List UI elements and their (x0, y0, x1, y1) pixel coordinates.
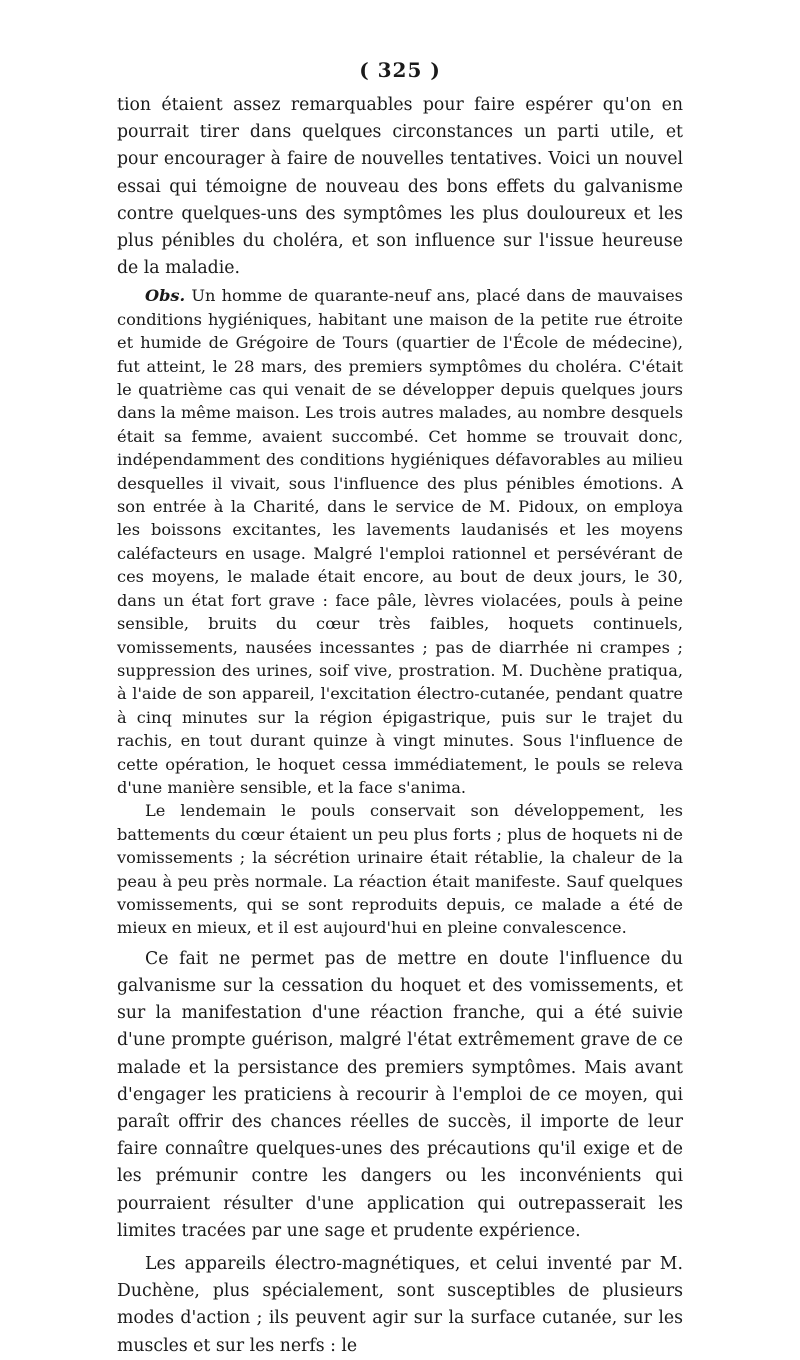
paragraph-conclusion: Ce fait ne permet pas de mettre en doute l'influence du galvanisme sur la cessation du hoquet et des vomissements, et sur la manifestation d'une réaction franche, qui a été suivie d'une prompte guérison, malgré l'état extrêmement grave de ce malade et la persistance des premiers symptômes. Mais avant d'engager les praticiens à recourir à l'emploi de ce moyen, qui paraît offrir des chances réelles de succès, il importe de leur faire connaître quelques-unes des précautions qu'il exige et de les prémunir contre les dangers ou les inconvénients qui pourraient résulter d'une application qui outrepasserait les limites tracées par une sage et prudente expérience. (117, 948, 683, 1241)
paragraph-apparatus: Les appareils électro-magnétiques, et celui inventé par M. Duchène, plus spécialement, sont susceptibles de plusieurs modes d'action ; ils peuvent agir sur la surface cutanée, sur les muscles et sur les nerfs : le (117, 1254, 683, 1356)
paragraph-observation (117, 284, 683, 799)
observation-label: Obs. (145, 286, 186, 306)
body-text (117, 92, 683, 1360)
page-number: ( 325 ) (359, 58, 441, 82)
observation-text: Un homme de quarante-neuf ans, placé dans de mauvaises conditions hygiéniques, habitant une maison de la petite rue étroite et humide de Grégoire de Tours (quartier de l'École de médecine), fut atteint, le 28 mars, des premiers symptômes du choléra. C'était le quatrième cas qui venait de se développer depuis quelques jours dans la même maison. Les trois autres malades, au nombre desquels était sa femme, avaient succombé. Cet homme se trouvait donc, indépendamment des conditions hygiéniques défavorables au milieu desquelles il vivait, sous l'influence des plus pénibles émotions. A son entrée à la Charité, dans le service de M. Pidoux, on employa les boissons excitantes, les lavements laudanisés et les moyens caléfacteurs en usage. Malgré l'emploi rationnel et persévérant de ces moyens, le malade était encore, au bout de deux jours, le 30, dans un état fort grave : face pâle, lèvres violacées, pouls à peine sensible, bruits du cœur très faibles, hoquets continuels, vomissements, nausées incessantes ; pas de diarrhée ni crampes ; suppression des urines, soif vive, prostration. M. Duchène pratiqua, à l'aide de son appareil, l'excitation électro-cutanée, pendant quatre à cinq minutes sur la région épigastrique, puis sur le trajet du rachis, en tout durant quinze à vingt minutes. Sous l'influence de cette opération, le hoquet cessa immédiatement, le pouls se releva d'une manière sensible, et la face s'anima. (117, 286, 683, 797)
paragraph-next-day: Le lendemain le pouls conservait son développement, les battements du cœur étaient un peu plus forts ; plus de hoquets ni de vomissements ; la sécrétion urinaire était rétablie, la chaleur de la peau à peu près normale. La réaction était manifeste. Sauf quelques vomissements, qui se sont reproduits depuis, ce malade a été de mieux en mieux, et il est aujourd'hui en pleine convalescence. (117, 801, 683, 938)
paragraph-continuation: tion étaient assez remarquables pour faire espérer qu'on en pourrait tirer dans quelques circonstances un parti utile, et pour encourager à faire de nouvelles tentatives. Voici un nouvel essai qui témoigne de nouveau des bons effets du galvanisme contre quelques-uns des symptômes les plus douloureux et les plus pénibles du choléra, et son influence sur l'issue heureuse de la maladie. (117, 95, 683, 279)
